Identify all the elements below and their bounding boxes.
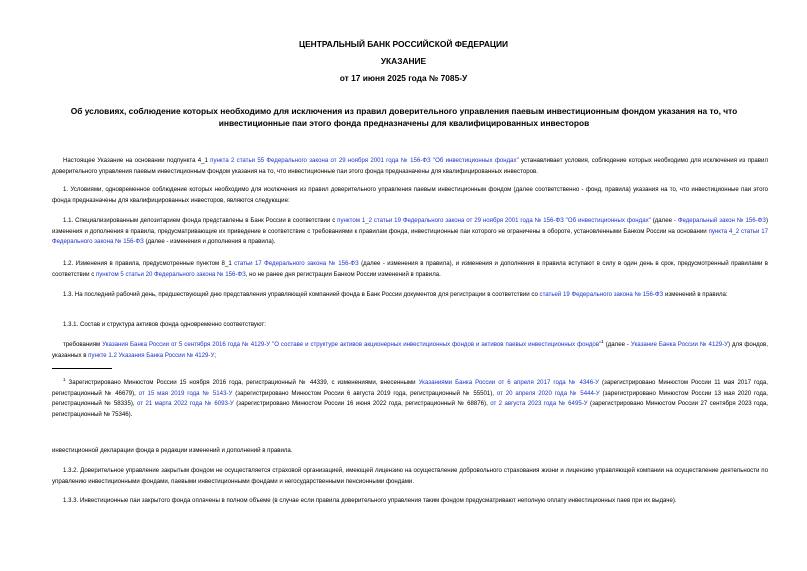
paragraph-1: 1. Условиями, одновременное соблюдение которых необходимо для исключения из правил доверительного управления паевым инвестиционным фондом (далее соответственно - фонд, правила) указания на то, что инвестиционные паи этого фонда предназначены для квалифицированных инвесторов, являются следующие: (52, 186, 768, 204)
paragraph-1-3-3: 1.3.3. Инвестиционные паи закрытого фонда оплачены в полном объеме (в случае если правила доверительного управления таким фондом предусматривают неполную оплату инвестиционных паев при их выдаче). (63, 497, 677, 504)
text-fragment: (далее - (603, 341, 631, 348)
link-directive-6495-u[interactable]: от 2 августа 2023 года № 6495-У (490, 400, 588, 407)
continuation-text: инвестиционной декларации фонда в редакции изменений и дополнений в правила. (52, 447, 293, 454)
link-directive-4129-u-p1-2[interactable]: пункте 1.2 Указания Банка России № 4129-У (88, 351, 215, 359)
link-directive-4346-u[interactable]: Указаниями Банка России от 6 апреля 2017 года № 4346-У (418, 379, 599, 386)
text-fragment: требованиям (63, 341, 103, 348)
link-directive-5143-u[interactable]: от 15 мая 2019 года № 5143-У (138, 389, 233, 397)
link-directive-5444-u[interactable]: от 20 апреля 2020 года № 5444-У (496, 389, 600, 397)
text-fragment: Зарегистрировано Минюстом России 15 ноября 2016 года, регистрационный № 44339, с изменениями, внесенными (65, 379, 419, 386)
text-fragment: ) изменения и дополнения в правила, предусматривающие их приведение в соответствие с требованиями к правилам фонда, инвестиционные паи которого не ограничены в обороте, установленными Банком России на основании (52, 217, 768, 235)
footnote-divider (52, 368, 112, 369)
text-fragment: изменений в правила: (663, 291, 728, 298)
text-fragment: 1.2. Изменения в правила, предусмотренные пунктом 8_1 (63, 260, 235, 267)
document-title: Об условиях, соблюдение которых необходимо для исключения из правил доверительного управления паевым инвестиционным фондом указания на то, что инвестиционные паи этого фонда предназначены для квалифицированных инвесторов (70, 106, 738, 128)
footnote-ref[interactable]: 1 (601, 338, 604, 344)
link-law-156-fz-art17[interactable]: пункта 4_2 статьи 17 Федерального закона № 156-ФЗ (52, 227, 768, 245)
text-fragment: устанавливает условия, соблюдение которых необходимо для исключения из правил доверительного управления паевым инвестиционным фондом указания на то, что инвестиционные паи этого фонда предназначены для квалифицированных инвесторов. (52, 157, 769, 175)
link-directive-6093-u[interactable]: от 21 марта 2022 года № 6093-У (136, 400, 234, 407)
text-fragment: Настоящее Указание на основании подпункта 4_1 (63, 157, 211, 164)
text-fragment: (зарегистрировано Минюстом России 16 июня 2022 года, регистрационный № 68876), (233, 400, 491, 407)
text-fragment: 1.3. На последний рабочий день, предшествующий дню представления управляющей компанией фонда в Банк России документов для регистрации в соответствии со (63, 291, 540, 298)
issuer-heading: ЦЕНТРАЛЬНЫЙ БАНК РОССИЙСКОЙ ФЕДЕРАЦИИ (298, 39, 509, 49)
document-date-number: от 17 июня 2025 года № 7085-У (339, 73, 468, 83)
link-directive-4129-u-short[interactable]: Указание Банка России № 4129-У (630, 341, 729, 348)
link-law-156-fz-art19[interactable]: пунктом 1_2 статьи 19 Федерального закона от 29 ноября 2001 года № 156-ФЗ "Об инвестиционных фондах" (337, 217, 651, 224)
paragraph-1-2 (52, 259, 768, 280)
text-fragment: 1.1. Специализированным депозитарием фонда представлены в Банк России в соответствии с (63, 217, 338, 224)
paragraph-1-3 (52, 290, 768, 301)
text-fragment: (зарегистрировано Минюстом России 11 мая 2017 года, регистрационный № 46679), (52, 379, 768, 397)
text-fragment: ; (214, 351, 216, 359)
text-fragment: (далее - изменения и дополнения в правила). (143, 238, 276, 245)
text-fragment: (зарегистрировано Минюстом России 27 сентября 2023 года, регистрационный № 75346). (52, 400, 769, 418)
document-type: УКАЗАНИЕ (380, 56, 427, 66)
link-law-156-fz-art17-2[interactable]: статьи 17 Федерального закона № 156-ФЗ (234, 260, 359, 267)
text-fragment: (далее (650, 217, 674, 224)
link-law-156-fz-art55[interactable]: пункта 2 статьи 55 Федерального закона от 29 ноября 2001 года № 156-ФЗ "Об инвестиционных фондах" (210, 157, 519, 164)
footnote (52, 378, 768, 420)
link-federal-law-156-fz[interactable]: - Федеральный закон № 156-ФЗ (673, 217, 766, 224)
text-fragment: ) для фондов, указанных в (52, 341, 768, 359)
paragraph-1-3-2: 1.3.2. Доверительное управление закрытым фондом не осуществляется страховой организацией, имеющей лицензию на осуществление добровольного страхования жизни и лицензию управляющей компании на осуществление деятельности по управлению инвестиционными фондами, паевыми инвестиционными фондами и негосударственными пенсионными фондами. (52, 467, 768, 485)
link-law-156-fz-art20[interactable]: пунктом 5 статьи 20 Федерального закона № 156-ФЗ (95, 270, 246, 278)
text-fragment: (зарегистрировано Минюстом России 13 мая 2020 года, регистрационный № 58335), (52, 389, 768, 407)
requirements-paragraph (52, 340, 768, 361)
paragraph-1-3-1: 1.3.1. Состав и структура активов фонда одновременно соответствуют: (63, 321, 266, 328)
text-fragment: (далее - изменения в правила), и изменения и дополнения в правила вступают в силу в один день в срок, предусмотренный правилами в соответствии с (52, 260, 769, 278)
intro-paragraph (52, 156, 768, 177)
link-directive-4129-u[interactable]: Указания Банка России от 5 сентября 2016 года № 4129-У "О составе и структуре активов акционерных инвестиционных фондов и активов паевых инвестиционных фондов" (102, 341, 602, 348)
text-fragment: (зарегистрировано Минюстом России 6 августа 2019 года, регистрационный № 55501), (232, 389, 497, 397)
paragraph-1-1 (52, 216, 768, 248)
link-law-156-fz-art19-2[interactable]: статьей 19 Федерального закона № 156-ФЗ (539, 291, 664, 298)
text-fragment: , но не ранее дня регистрации Банком России изменений в правила. (245, 270, 441, 278)
footnote-marker: 1 (63, 376, 66, 382)
